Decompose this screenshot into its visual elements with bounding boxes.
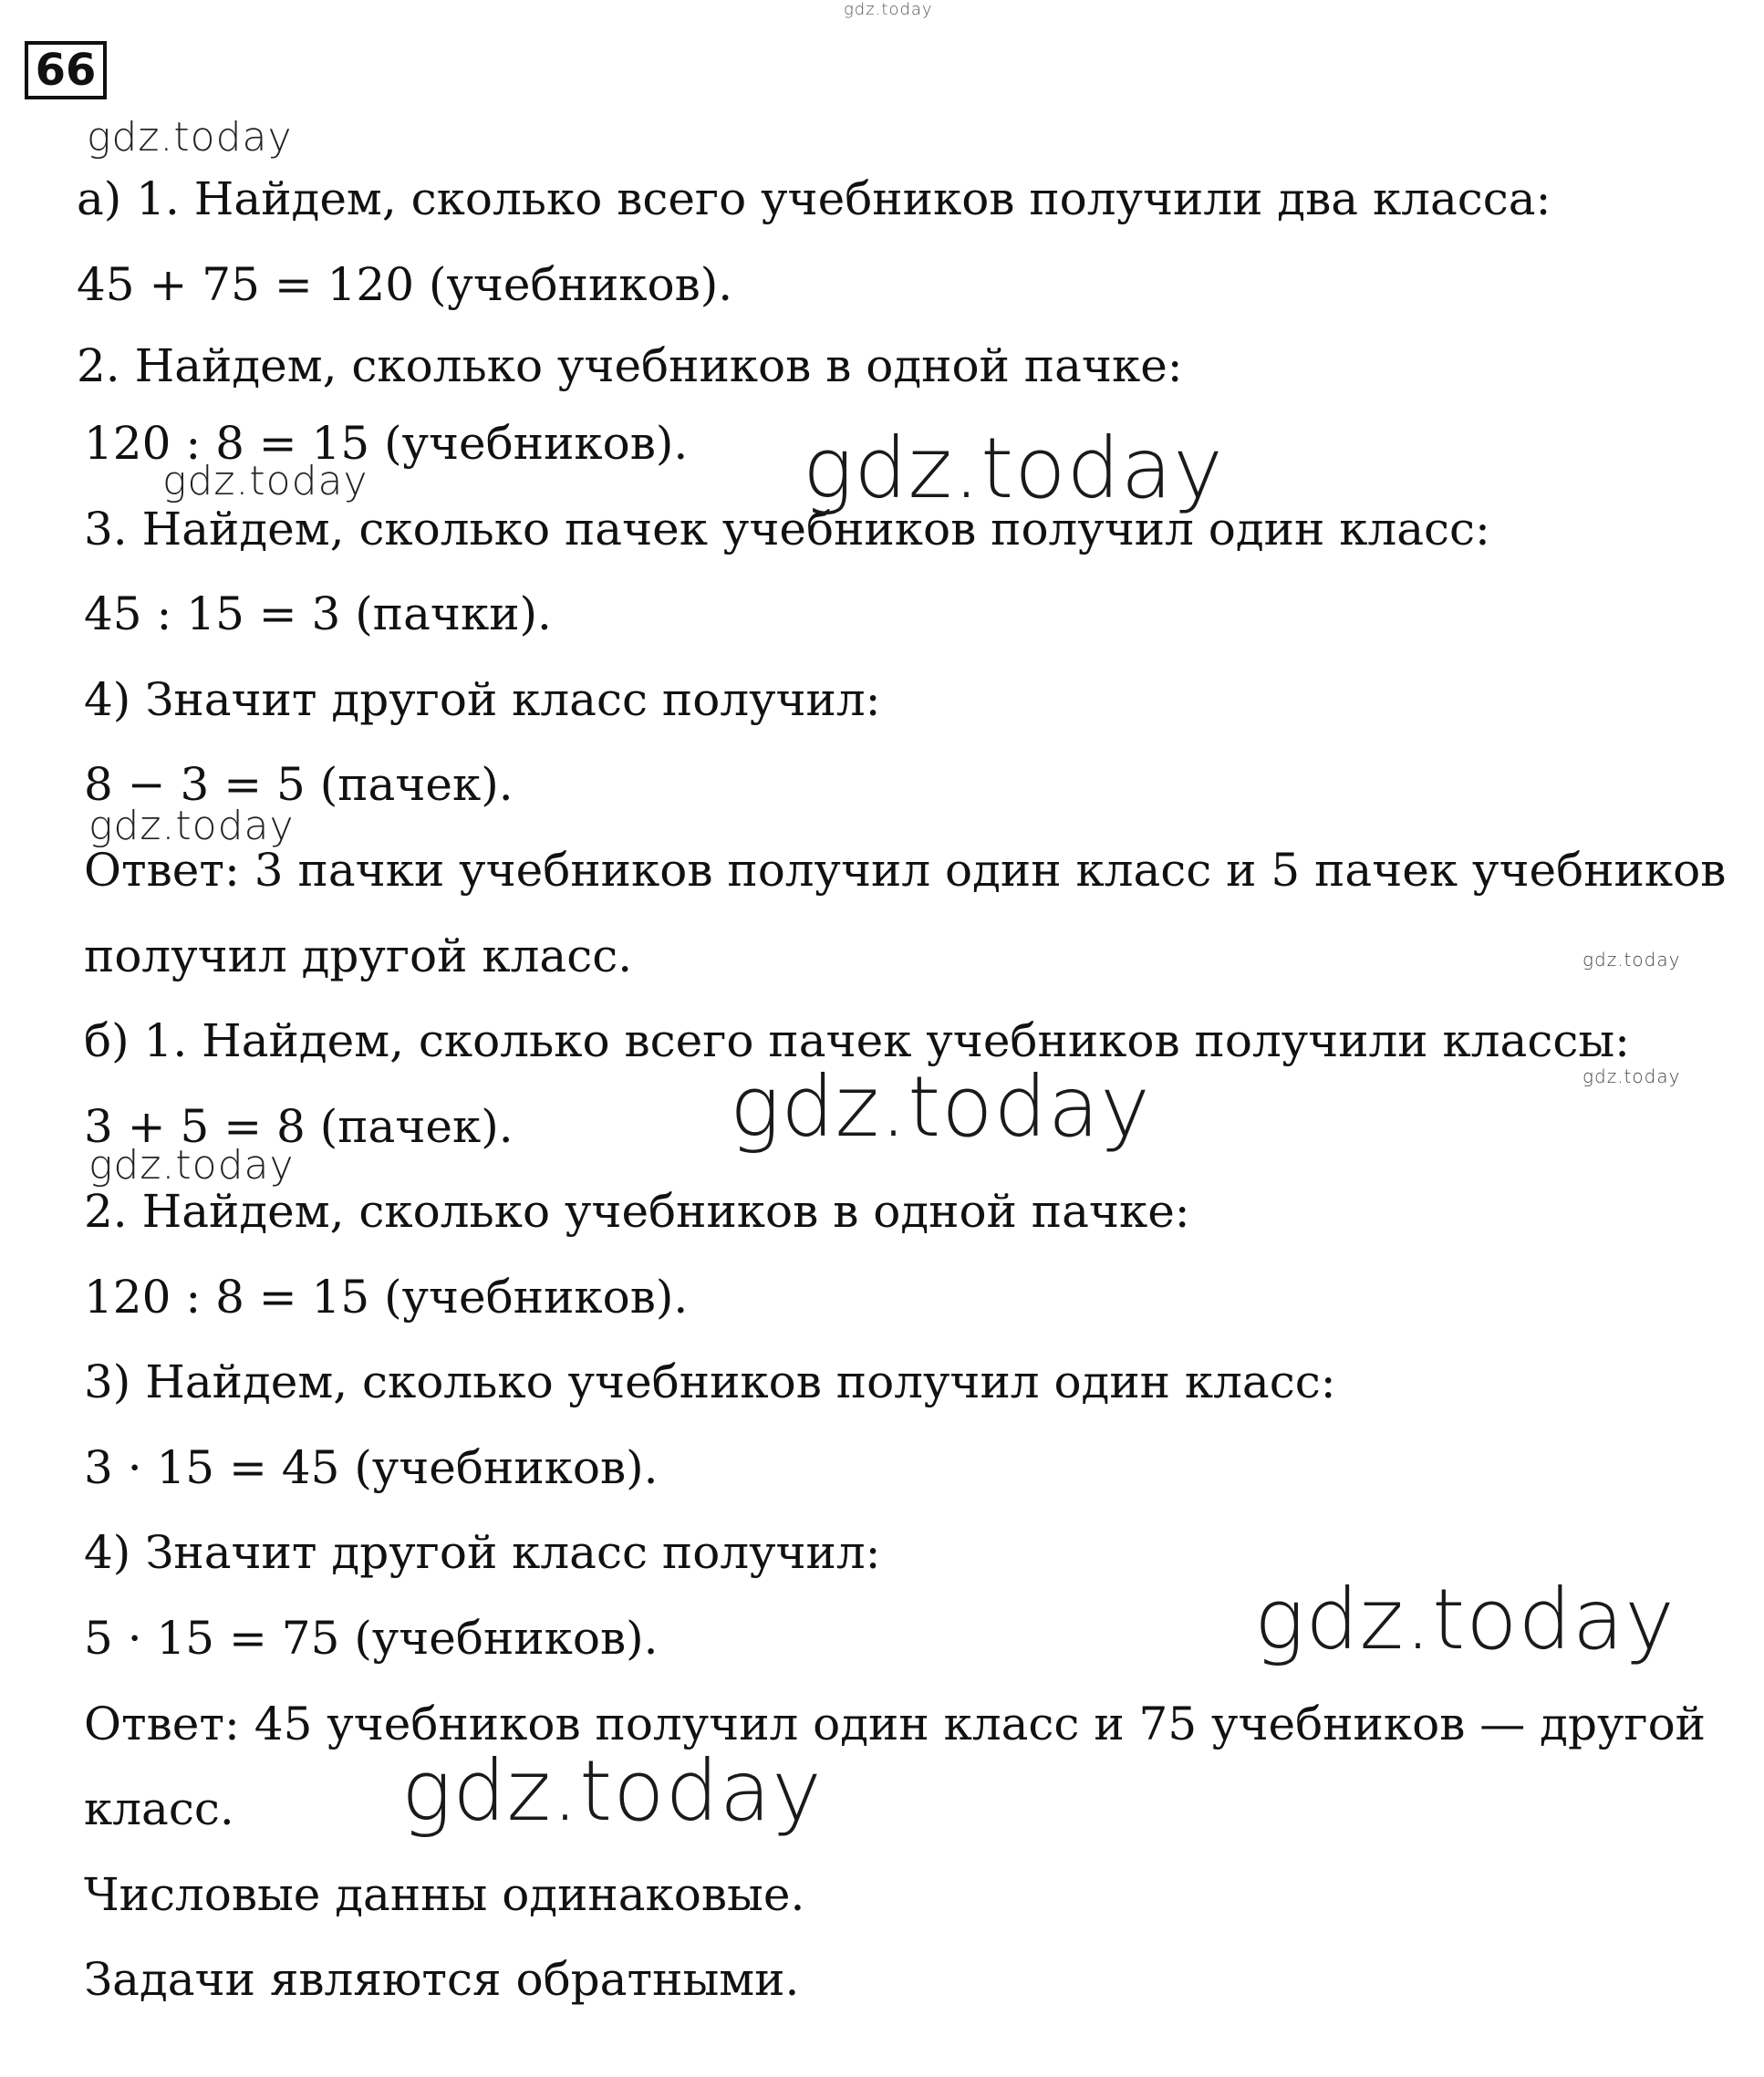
- watermark: gdz.today: [87, 114, 293, 161]
- watermark: gdz.today: [88, 1142, 295, 1189]
- solution-line: 8 − 3 = 5 (пачек).: [84, 758, 514, 811]
- solution-line: Числовые данны одинаковые.: [84, 1868, 805, 1921]
- solution-line: а) 1. Найдем, сколько всего учебников получили два класса:: [77, 172, 1551, 225]
- solution-line: 120 : 8 = 15 (учебников).: [84, 417, 689, 470]
- problem-number: 66: [25, 41, 107, 99]
- solution-line: 5 · 15 = 75 (учебников).: [84, 1612, 659, 1665]
- solution-line: класс.: [84, 1782, 234, 1835]
- watermark: gdz.today: [88, 803, 295, 849]
- solution-line: 45 : 15 = 3 (пачки).: [84, 587, 552, 640]
- solution-line: 4) Значит другой класс получил:: [84, 673, 881, 726]
- solution-line: 2. Найдем, сколько учебников в одной пачке:: [84, 1185, 1190, 1238]
- watermark: gdz.today: [401, 1742, 823, 1840]
- solution-line: 120 : 8 = 15 (учебников).: [84, 1271, 689, 1324]
- watermark: gdz.today: [803, 420, 1224, 517]
- solution-line: Задачи являются обратными.: [84, 1953, 800, 2006]
- watermark: gdz.today: [1582, 1065, 1681, 1087]
- watermark: gdz.today: [844, 0, 933, 19]
- solution-line: 3 · 15 = 45 (учебников).: [84, 1441, 659, 1494]
- watermark: gdz.today: [1582, 949, 1681, 971]
- solution-line: 2. Найдем, сколько учебников в одной пачке:: [77, 339, 1183, 392]
- solution-line: б) 1. Найдем, сколько всего пачек учебников получили классы:: [84, 1014, 1630, 1067]
- solution-line: 3 + 5 = 8 (пачек).: [84, 1100, 514, 1153]
- watermark: gdz.today: [730, 1058, 1151, 1156]
- solution-line: 4) Значит другой класс получил:: [84, 1526, 881, 1579]
- solution-line: 3) Найдем, сколько учебников получил один класс:: [84, 1355, 1336, 1408]
- solution-line: 45 + 75 = 120 (учебников).: [77, 258, 733, 311]
- watermark: gdz.today: [162, 458, 368, 504]
- solution-line: получил другой класс.: [84, 929, 633, 982]
- solution-line: Ответ: 45 учебников получил один класс и 75 учебников — другой: [84, 1698, 1707, 1750]
- solution-line: 3. Найдем, сколько пачек учебников получил один класс:: [84, 503, 1490, 556]
- watermark: gdz.today: [1254, 1571, 1676, 1668]
- solution-line: Ответ: 3 пачки учебников получил один класс и 5 пачек учебников: [84, 844, 1727, 897]
